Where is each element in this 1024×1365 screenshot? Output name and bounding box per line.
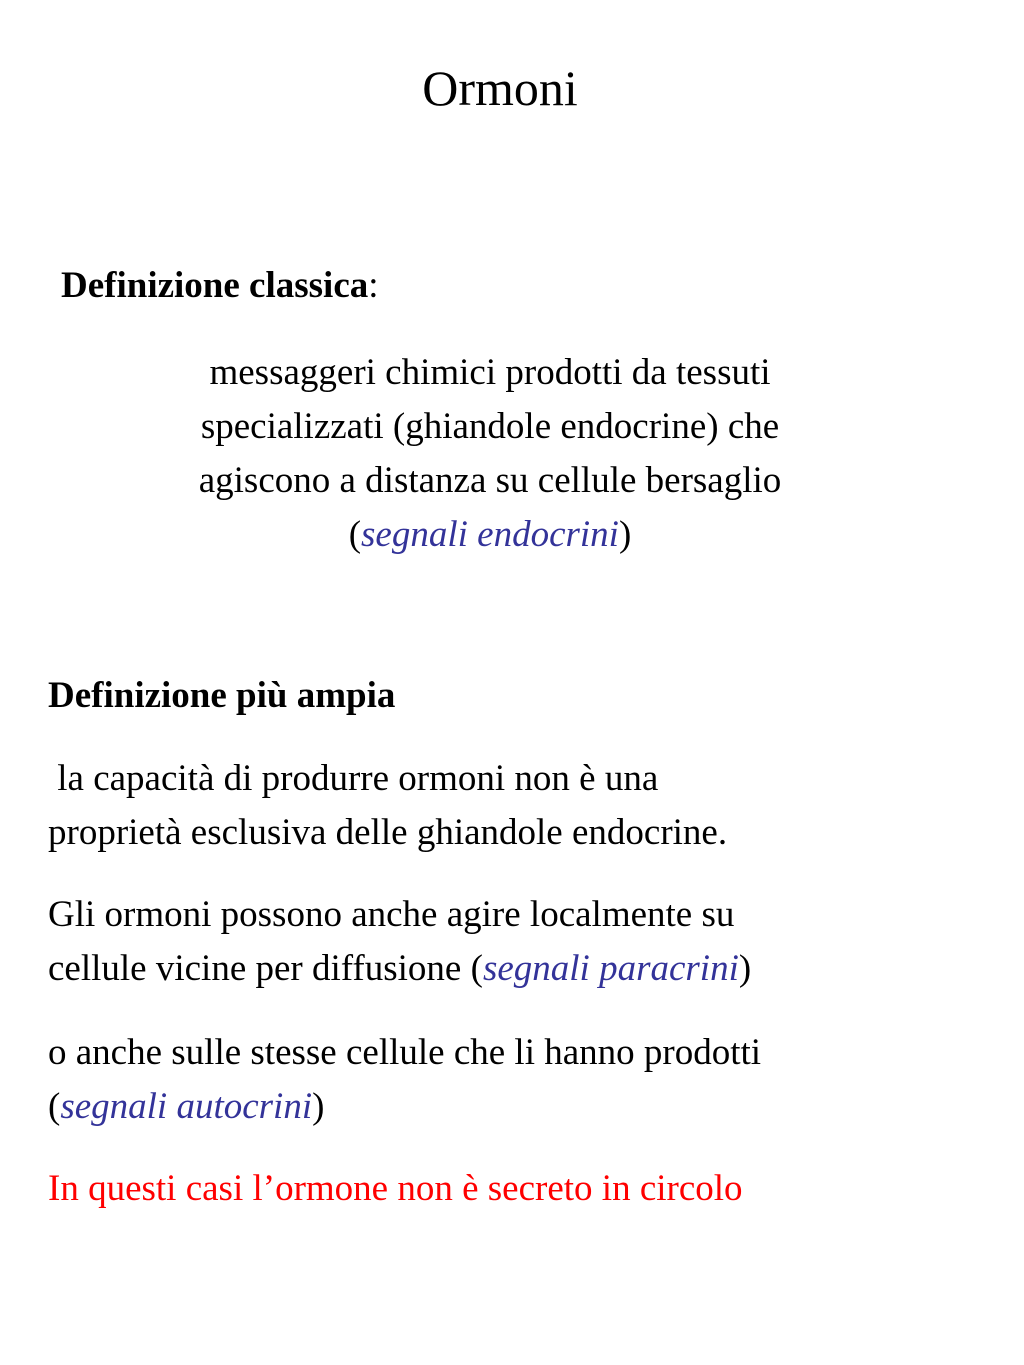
p1-line-1-text: la capacità di produrre ormoni non è una (57, 758, 659, 799)
broad-definition-heading: Definizione più ampia (48, 675, 396, 716)
classic-line-2: specializzati (ghiandole endocrine) che (200, 406, 780, 447)
classic-open-paren: ( (348, 514, 362, 555)
classic-heading-text: Definizione classica (61, 265, 369, 306)
classic-line-1: messaggeri chimici prodotti da tessuti (209, 352, 771, 393)
p2-line-1: Gli ormoni possono anche agire localmente su (48, 894, 735, 935)
note-not-secreted: In questi casi l’ormone non è secreto in circolo (48, 1168, 743, 1209)
classic-line-4 (80, 508, 900, 562)
term-paracrine: segnali paracrini (482, 948, 739, 989)
p1-line-1 (48, 752, 988, 806)
paragraph-capacity (48, 752, 988, 860)
classic-close-paren: ) (618, 514, 632, 555)
p3-prefix: ( (48, 1086, 61, 1127)
p2-line-2-prefix: cellule vicine per diffusione ( (48, 948, 483, 989)
slide-title: Ormoni (422, 60, 578, 116)
term-autocrine: segnali autocrini (60, 1086, 313, 1127)
term-endocrine: segnali endocrini (361, 514, 619, 555)
p2-line-2 (48, 942, 988, 996)
classic-line-3: agiscono a distanza su cellule bersaglio (198, 460, 782, 501)
p3-line-1: o anche sulle stesse cellule che li hanno prodotti (48, 1032, 762, 1073)
p3-suffix: ) (312, 1086, 325, 1127)
p2-line-2-suffix: ) (738, 948, 752, 989)
p1-line-2: proprietà esclusiva delle ghiandole endocrine. (48, 812, 728, 853)
paragraph-autocrine (48, 1026, 988, 1134)
classic-definition-text (80, 346, 900, 562)
classic-heading-colon: : (368, 265, 379, 306)
paragraph-paracrine (48, 888, 988, 996)
classic-definition-heading (61, 264, 379, 308)
p3-line-2 (48, 1080, 988, 1134)
